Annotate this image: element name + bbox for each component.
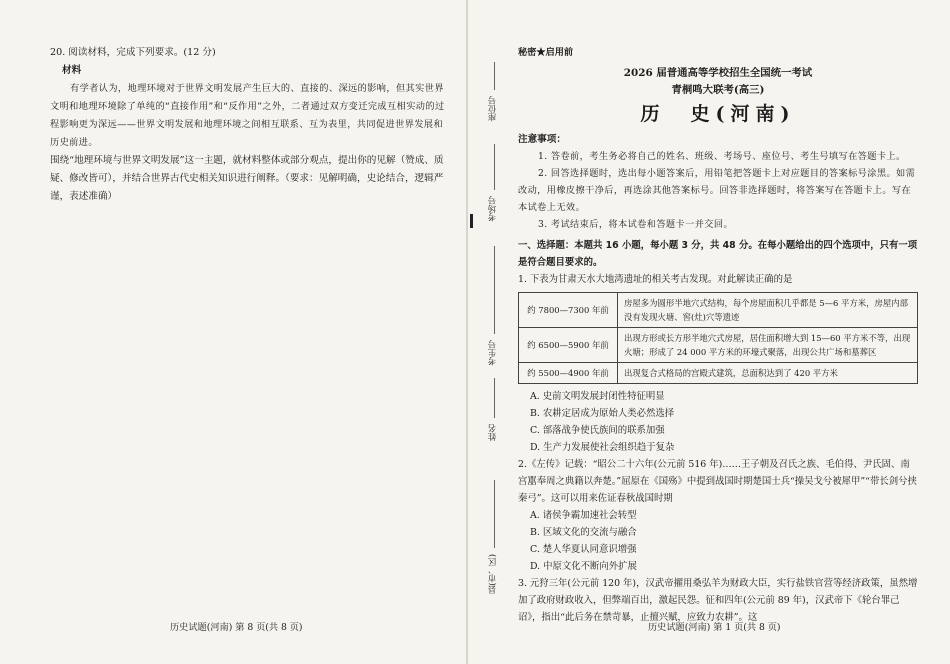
notice-1: 1. 答卷前，考生务必将自己的姓名、班级、考场号、座位号、考生号填写在答题卡上。 (538, 151, 906, 162)
notice-3: 3. 考试结束后，将本试卷和答题卡一并交回。 (538, 219, 734, 230)
binding-mark (470, 214, 473, 228)
exam-subtitle: 青桐鸣大联考(高三) (671, 84, 765, 96)
county-line (494, 480, 495, 548)
material-text: 有学者认为，地理环境对于世界文明发展产生巨大的、直接的、深远的影响，但其实世界文明和地理环境除了单纯的“直接作用”和“反作用”之外，二者通过双方变迁完成互相实动的过程影响更为深远——世界文明发展和地理环境之间相互联系、互为表里，共同促进世界发展和历史前进。 (50, 83, 445, 148)
question-2-stem: 2.《左传》记载：“昭公二十六年(公元前 516 年)……王子朝及召氏之族、毛伯得、尹氏固、南宫嚚奉周之典籍以奔楚。”屈原在《国殇》中提到战国时期楚国士兵“操吴戈兮被犀甲”“带长剑兮挟秦弓”。这可以用来佐证春秋战国时期 (518, 459, 917, 504)
question-3-stem: 3. 元狩三年(公元前 120 年)，汉武帝擢用桑弘羊为财政大臣，实行盐铁官营等经济政策，虽然增加了政府财政收入，但弊端百出，激起民怨。征和四年(公元前 89 年)，汉武帝下《轮台罪己诏》，指出“此后务在禁苛暴，止擅兴赋，应致力农耕”。这 (518, 578, 918, 623)
page-fold (466, 0, 468, 664)
binding-strip (480, 60, 510, 620)
q1-option-d: D. 生产力发展使社会组织趋于复杂 (530, 442, 675, 453)
q1-option-c: C. 部落战争使氏族间的联系加强 (530, 425, 665, 436)
question-20-task: 围绕“地理环境与世界文明发展”这一主题，就材料整体或部分观点，提出你的见解（赞成、质疑、修改皆可），并结合世界古代史相关知识进行阐释。（要求：见解明确，史论结合，逻辑严谨，表述准确） (50, 155, 444, 202)
left-footer: 历史试题(河南) 第 8 页(共 8 页) (170, 622, 303, 633)
q1-option-a: A. 史前文明发展封闭性特征明显 (530, 391, 665, 402)
left-page (50, 44, 445, 206)
secret-mark: 秘密★启用前 (518, 47, 574, 58)
question-20-stem: 20. 阅读材料，完成下列要求。(12 分) (50, 47, 216, 58)
question-1-table (518, 292, 918, 384)
table-cell-desc: 出现方形或长方形半地穴式房屋，居住面积增大到 15—60 平方米不等，出现火塘；形成了 24 000 平方米的环壕式聚落，出现公共广场和墓葬区 (618, 328, 918, 363)
exam-no-line (494, 246, 495, 334)
county-label: 县(市、区) (487, 554, 497, 595)
name-line (494, 378, 495, 418)
exam-title: 2026 届普通高等学校招生全国统一考试 (623, 67, 813, 79)
question-1-stem: 1. 下表为甘肃天水大地湾遗址的相关考古发现。对此解读正确的是 (518, 274, 793, 285)
seat-label: 座位号 (487, 96, 497, 122)
notice-2: 2. 回答选择题时，选出每小题答案后，用铅笔把答题卡上对应题目的答案标号涂黑。如需改动，用橡皮擦干净后，再选涂其他答案标号。回答非选择题时，将答案写在答题卡上。写在本试卷上无效。 (518, 168, 916, 213)
subject-title: 历 史(河南) (640, 103, 796, 125)
table-cell-desc: 出现复合式格局的宫殿式建筑，总面积达到了 420 平方米 (618, 363, 918, 384)
table-cell-period: 约 5500—4900 年前 (519, 363, 618, 384)
table-cell-period: 约 6500—5900 年前 (519, 328, 618, 363)
q2-option-c: C. 楚人华夏认同意识增强 (530, 544, 637, 555)
q2-option-d: D. 中原文化不断向外扩展 (530, 561, 637, 572)
table-row (519, 363, 918, 384)
q2-option-b: B. 区域文化的交流与融合 (530, 527, 637, 538)
exam-no-label: 考生号 (487, 340, 497, 366)
table-row (519, 328, 918, 363)
right-page (518, 44, 918, 626)
q2-option-a: A. 诸侯争霸加速社会转型 (530, 510, 637, 521)
right-footer: 历史试题(河南) 第 1 页(共 8 页) (648, 622, 781, 633)
q1-option-b: B. 农耕定居成为原始人类必然选择 (530, 408, 675, 419)
table-cell-period: 约 7800—7300 年前 (519, 293, 618, 328)
material-title: 材料 (62, 65, 82, 76)
table-row (519, 293, 918, 328)
seat-line (494, 62, 495, 90)
notice-title: 注意事项： (518, 134, 566, 145)
name-label: 姓名 (487, 424, 497, 441)
table-cell-desc: 房屋多为圆形半地穴式结构，每个房屋面积几乎都是 5—6 平方米，房屋内部没有发现火塘、窖(灶)穴等遗迹 (618, 293, 918, 328)
room-label: 考场号 (487, 196, 497, 222)
section-1-heading: 一、选择题：本题共 16 小题，每小题 3 分，共 48 分。在每小题给出的四个选项中，只有一项是符合题目要求的。 (518, 240, 918, 268)
room-line (494, 144, 495, 190)
